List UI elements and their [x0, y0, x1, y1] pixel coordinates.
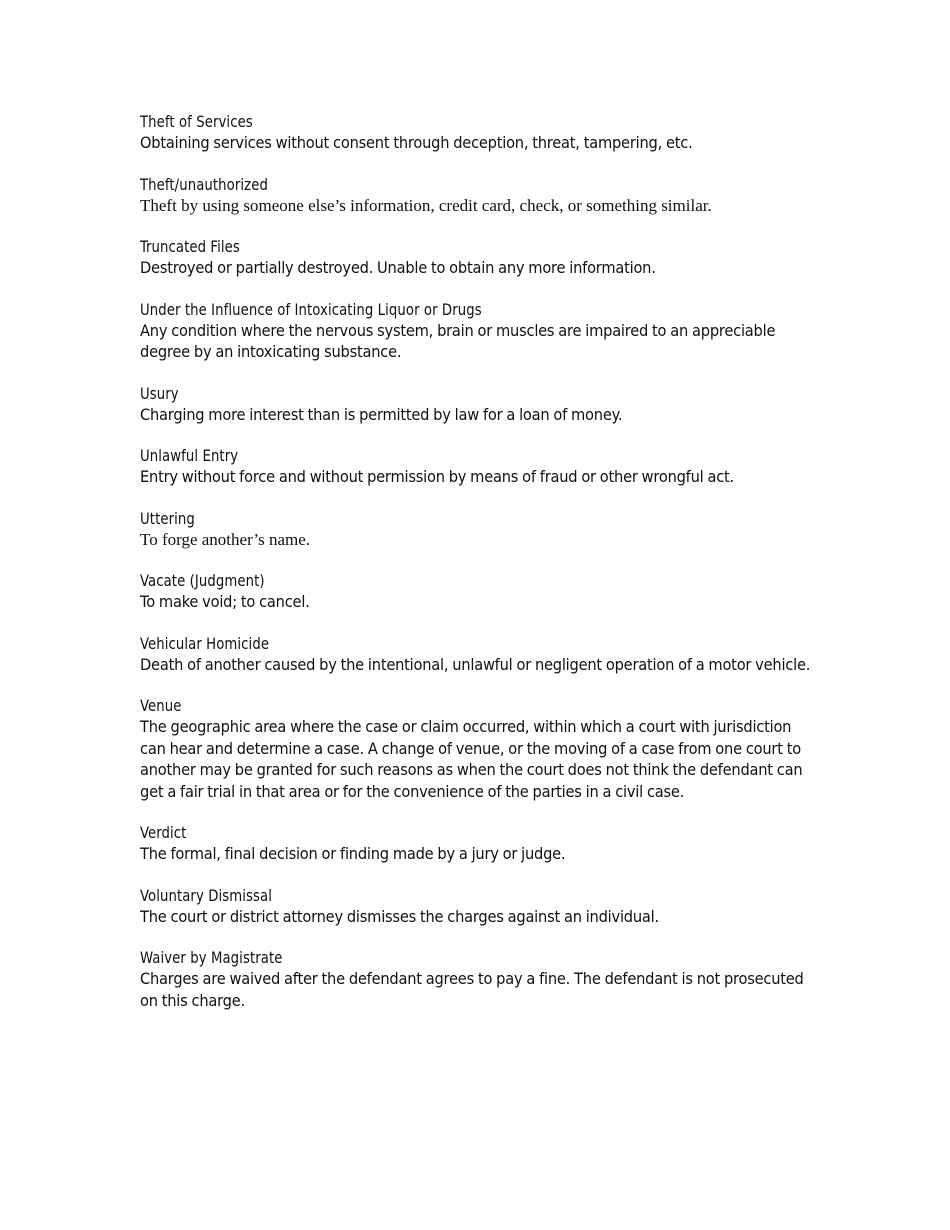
term-text: Venue	[140, 696, 182, 715]
term-definition: Charging more interest than is permitted by law for a loan of money.	[140, 404, 623, 424]
term-heading	[140, 508, 820, 529]
term-heading	[140, 383, 820, 404]
term-heading	[140, 695, 820, 716]
term-text: Theft/unauthorized	[140, 174, 268, 194]
term-definition: Any condition where the nervous system, brain or muscles are impaired to an appreciable degree by an intoxicating substance.	[140, 320, 776, 361]
term-definition: Entry without force and without permission by means of fraud or other wrongful act.	[140, 467, 734, 486]
glossary-entry	[140, 570, 820, 613]
term-heading	[140, 885, 820, 906]
glossary-page	[140, 111, 820, 1031]
glossary-entry	[140, 947, 820, 1011]
term-text: Verdict	[140, 823, 187, 842]
glossary-entry	[140, 174, 820, 217]
term-text: Uttering	[140, 508, 195, 528]
term-definition: Obtaining services without consent through deception, threat, tampering, etc.	[140, 133, 693, 152]
term-definition: To forge another’s name.	[140, 529, 311, 549]
term-heading	[140, 570, 820, 591]
term-heading	[140, 947, 820, 968]
glossary-entry	[140, 695, 820, 802]
term-heading	[140, 445, 820, 466]
glossary-entry	[140, 822, 820, 865]
term-heading	[140, 111, 820, 132]
term-definition: Death of another caused by the intentional, unlawful or negligent operation of a motor vehicle.	[140, 654, 811, 674]
term-text: Truncated Files	[140, 237, 240, 256]
term-text: Unlawful Entry	[140, 446, 239, 465]
term-definition: Destroyed or partially destroyed. Unable to obtain any more information.	[140, 258, 656, 277]
term-definition: The court or district attorney dismisses the charges against an individual.	[140, 906, 659, 926]
glossary-entry	[140, 445, 820, 488]
term-text: Usury	[140, 383, 179, 403]
term-definition: The geographic area where the case or claim occurred, within which a court with jurisdiction can hear and determine a case. A change of venue, or the moving of a case from one court to another may be granted for such reasons as when the court does not think the defendant can get a fair trial in that area or for the convenience of the parties in a civil case.	[140, 717, 803, 801]
term-heading	[140, 174, 820, 195]
glossary-entry	[140, 236, 820, 279]
term-definition: To make void; to cancel.	[140, 592, 310, 611]
term-text: Vacate (Judgment)	[140, 571, 265, 590]
term-text: Under the Influence of Intoxicating Liquor or Drugs	[140, 299, 482, 319]
term-heading	[140, 299, 820, 320]
term-definition: Charges are waived after the defendant agrees to pay a fine. The defendant is not prosecuted on this charge.	[140, 969, 804, 1010]
glossary-entry	[140, 633, 820, 676]
term-definition: The formal, final decision or finding made by a jury or judge.	[140, 844, 566, 863]
term-text: Vehicular Homicide	[140, 633, 270, 653]
glossary-entry	[140, 885, 820, 928]
term-heading	[140, 633, 820, 654]
glossary-entry	[140, 508, 820, 551]
term-definition: Theft by using someone else’s information, credit card, check, or something similar.	[140, 195, 712, 215]
term-text: Waiver by Magistrate	[140, 948, 283, 967]
glossary-entry	[140, 299, 820, 363]
term-text: Theft of Services	[140, 112, 253, 131]
term-text: Voluntary Dismissal	[140, 885, 272, 905]
glossary-entry	[140, 383, 820, 426]
term-heading	[140, 822, 820, 843]
glossary-entry	[140, 111, 820, 154]
term-heading	[140, 236, 820, 257]
